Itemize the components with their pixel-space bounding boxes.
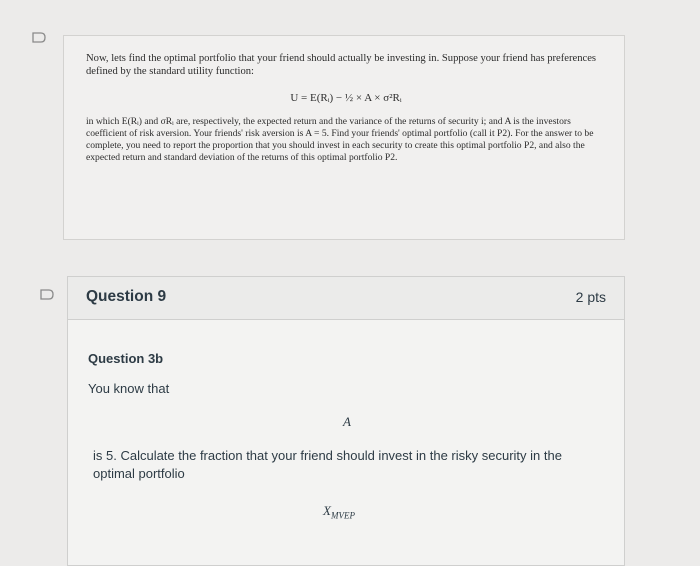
question-points: 2 pts bbox=[575, 289, 606, 305]
details-paragraph: in which E(Rᵢ) and σRᵢ are, respectively, the expected return and the variance of the returns of security i; and A is the investors coefficient of risk aversion. Your friends' risk aversion is A = 5. Find your friends' optimal portfolio (call it P2). For the answer to be complete, you need to report the proportion that you should invest in each security to create this optimal portfolio P2, and also the expected return and standard deviation of the returns of this optimal portfolio P2. bbox=[86, 116, 594, 163]
formula-a: A bbox=[343, 414, 351, 429]
formula-x: X bbox=[323, 503, 331, 518]
question-header bbox=[68, 277, 624, 320]
flag-icon[interactable] bbox=[32, 32, 46, 43]
question-title: Question 9 bbox=[86, 288, 167, 305]
question-card bbox=[67, 276, 625, 566]
utility-equation: U = E(Rᵢ) − ½ × A × σ²Rᵢ bbox=[290, 92, 402, 104]
flag-icon[interactable] bbox=[40, 289, 54, 300]
formula-x-mvep bbox=[323, 503, 355, 521]
formula-x-subscript: MVEP bbox=[330, 510, 355, 521]
previous-question-card bbox=[63, 35, 625, 240]
question-intro: You know that bbox=[88, 381, 170, 396]
intro-paragraph: Now, lets find the optimal portfolio that your friend should actually be investing in. Suppose your friend has preferences defined by the standard utility function: bbox=[86, 53, 597, 77]
question-body bbox=[88, 351, 568, 521]
question-text: is 5. Calculate the fraction that your friend should invest in the risky security in the optimal portfolio bbox=[93, 448, 562, 481]
question-subtitle: Question 3b bbox=[88, 351, 164, 366]
